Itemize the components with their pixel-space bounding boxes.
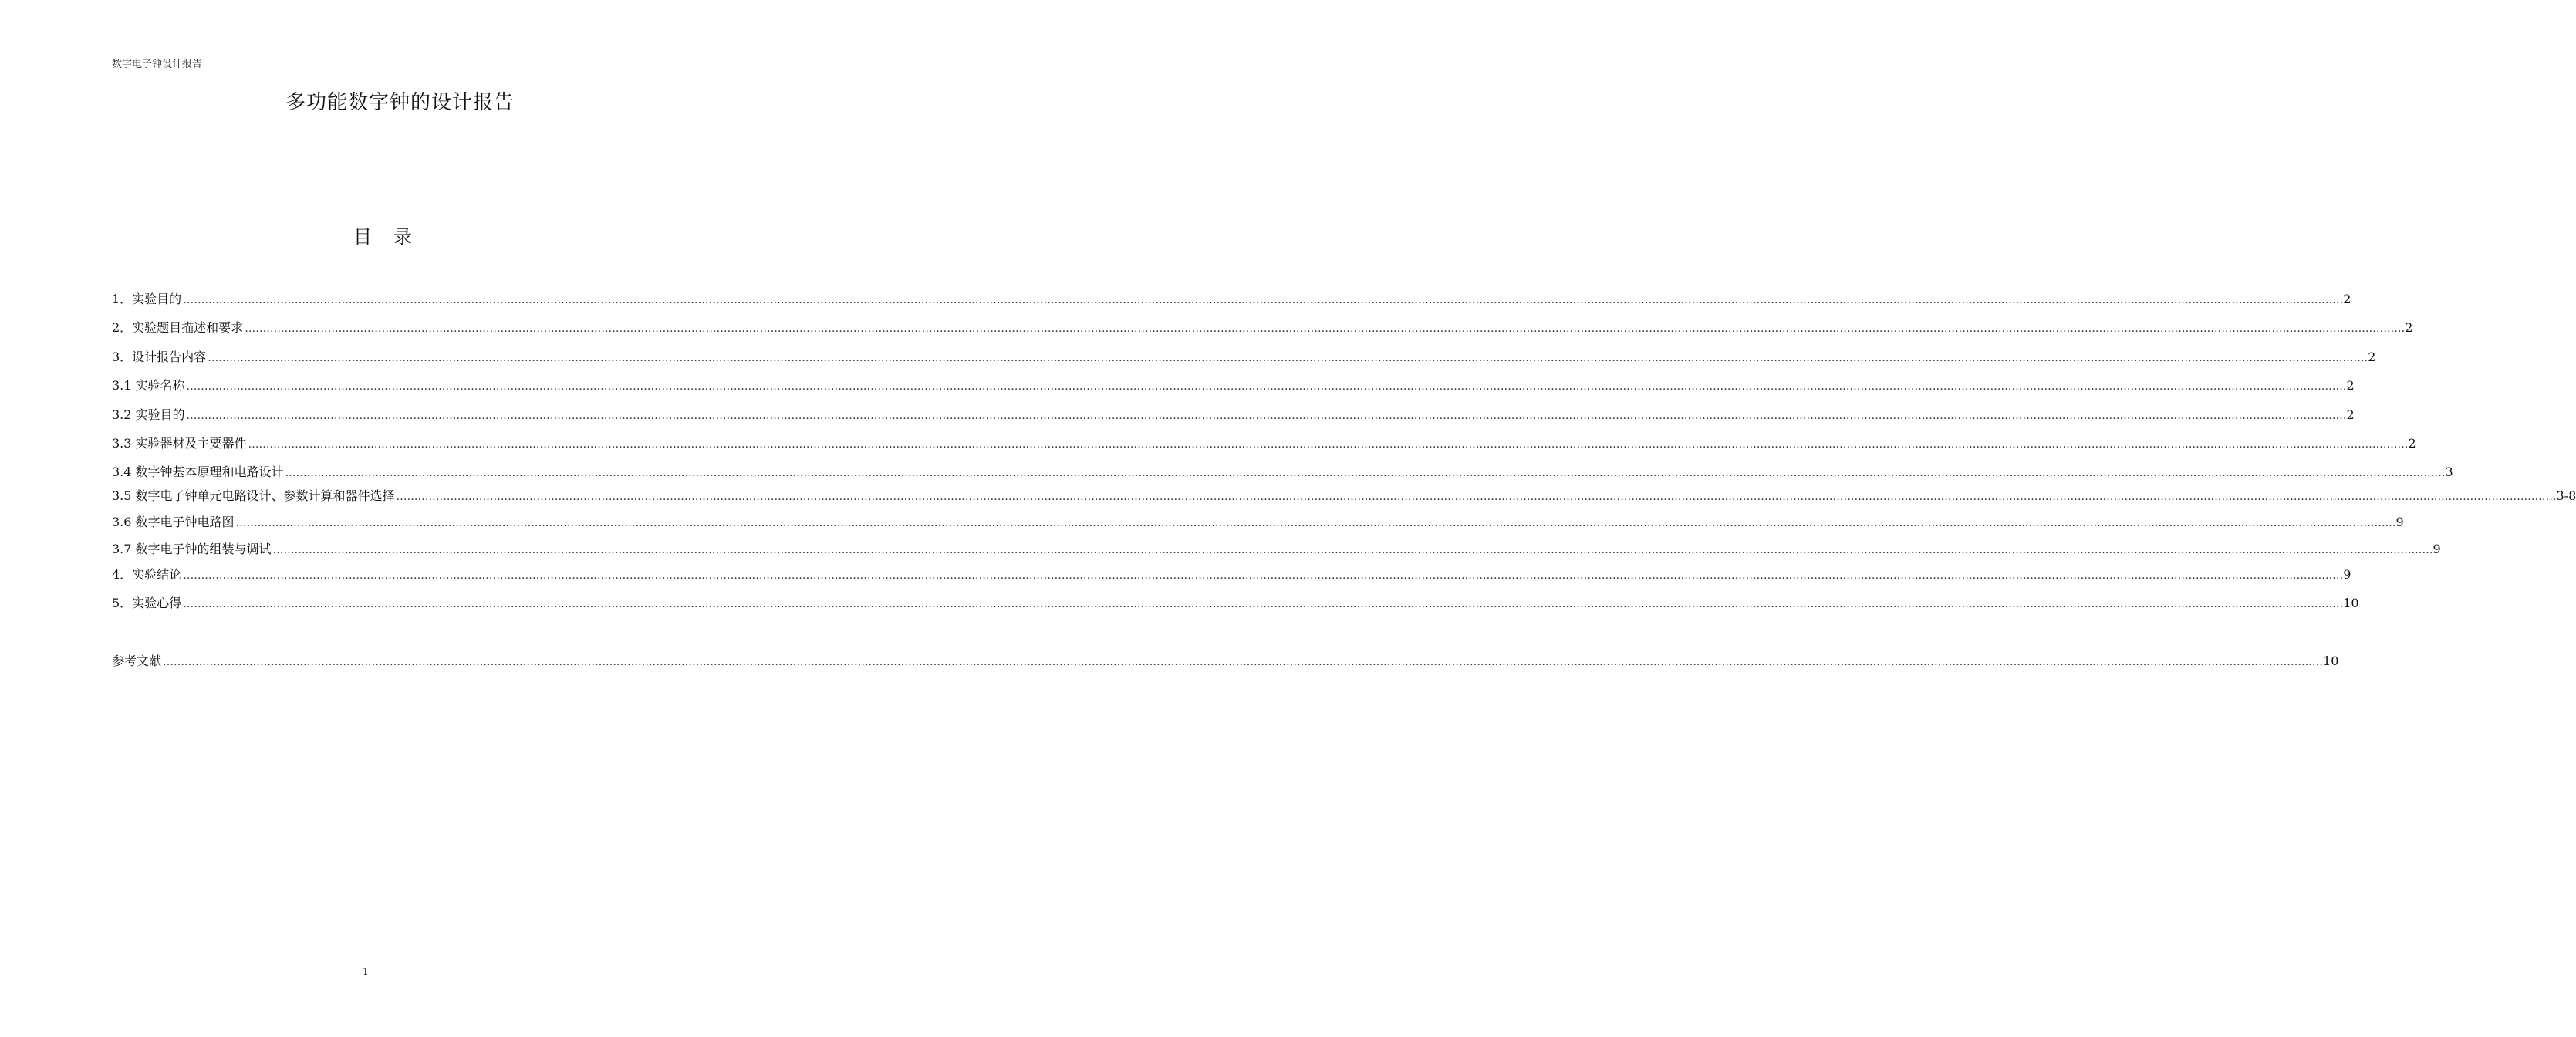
toc-entry[interactable] — [112, 512, 2404, 531]
running-header: 数字电子钟设计报告 — [112, 59, 203, 70]
toc-entry[interactable] — [112, 318, 2413, 336]
toc-entry-label: 参考文献 — [112, 654, 162, 668]
toc-entry-label: 2．实验题目描述和要求 — [112, 320, 244, 335]
toc-entry-label: 3.7 数字电子钟的组装与调试 — [112, 542, 272, 556]
toc-entry[interactable] — [112, 462, 2453, 481]
toc-entry-label: 1．实验目的 — [112, 292, 182, 306]
toc-entry-references[interactable] — [112, 651, 2339, 670]
toc-entry-label: 5．实验心得 — [112, 596, 182, 610]
toc-entry-page: 9 — [2433, 542, 2441, 556]
toc-entry[interactable] — [112, 565, 2351, 583]
toc-entry[interactable] — [112, 434, 2416, 452]
toc-leader: …………………………………………………………………………………………………………………………………………………………………………………………………………………………………………………………………………………………………………………………………………………………………………………………………………………………………………………………………………………………………………………………………………………… — [245, 323, 2406, 335]
toc-entry-label: 3.5 数字电子钟单元电路设计、参数计算和器件选择 — [112, 488, 395, 503]
toc-leader: …………………………………………………………………………………………………………………………………………………………………………………………………………………………………………………………………………………………………………………………………………………………………………………………………………………………………………………………………………………………………………………………………………………… — [183, 294, 2344, 306]
toc-entry-page: 2 — [2368, 350, 2376, 364]
toc-leader: …………………………………………………………………………………………………………………………………………………………………………………………………………………………………………………………………………………………………………………………………………………………………………………………………………………………………………………………………………………………………………………………………………………… — [163, 656, 2324, 668]
toc-entry-label: 3.4 数字钟基本原理和电路设计 — [112, 464, 284, 479]
toc-leader: …………………………………………………………………………………………………………………………………………………………………………………………………………………………………………………………………………………………………………………………………………………………………………………………………………………………………………………………………………………………………………………………………………………… — [285, 467, 2446, 479]
toc-leader: …………………………………………………………………………………………………………………………………………………………………………………………………………………………………………………………………………………………………………………………………………………………………………………………………………………………………………………………………………………………………………………………………………………… — [186, 380, 2347, 393]
toc-entry-label: 3.1 实验名称 — [112, 378, 185, 393]
toc-leader: …………………………………………………………………………………………………………………………………………………………………………………………………………………………………………………………………………………………………………………………………………………………………………………………………………………………………………………………………………………………………………………………………………………… — [183, 598, 2344, 610]
toc-entry-page: 2 — [2408, 436, 2416, 451]
toc-entry-page: 2 — [2346, 378, 2355, 393]
toc-entry-label: 3.6 数字电子钟电路图 — [112, 515, 235, 529]
toc-leader: …………………………………………………………………………………………………………………………………………………………………………………………………………………………………………………………………………………………………………………………………………………………………………………………………………………………………………………………………………………………………………………………………………………… — [396, 491, 2557, 503]
toc-leader: …………………………………………………………………………………………………………………………………………………………………………………………………………………………………………………………………………………………………………………………………………………………………………………………………………………………………………………………………………………………………………………………………………………… — [248, 438, 2409, 451]
toc-entry-page: 2 — [2405, 320, 2413, 335]
toc-entry[interactable] — [112, 486, 2576, 505]
toc-entry-label: 4．实验结论 — [112, 567, 182, 582]
toc-leader: …………………………………………………………………………………………………………………………………………………………………………………………………………………………………………………………………………………………………………………………………………………………………………………………………………………………………………………………………………………………………………………………………………………… — [183, 569, 2344, 582]
toc-leader: …………………………………………………………………………………………………………………………………………………………………………………………………………………………………………………………………………………………………………………………………………………………………………………………………………………………………………………………………………………………………………………………………………………… — [272, 544, 2433, 556]
document-title: 多功能数字钟的设计报告 — [285, 91, 515, 114]
toc-entry-page: 3 — [2445, 464, 2453, 479]
toc-heading-right: 录 — [393, 226, 412, 248]
toc-entry-page: 3-8 — [2556, 488, 2576, 503]
toc-entry-label: 3.2 实验目的 — [112, 407, 185, 422]
toc-entry[interactable] — [112, 347, 2376, 366]
toc-entry-label: 3.3 实验器材及主要器件 — [112, 436, 247, 451]
toc-entry-page: 10 — [2343, 596, 2359, 610]
toc-entry[interactable] — [112, 376, 2355, 394]
toc-entry-page: 2 — [2343, 292, 2351, 306]
toc-leader: …………………………………………………………………………………………………………………………………………………………………………………………………………………………………………………………………………………………………………………………………………………………………………………………………………………………………………………………………………………………………………………………………………………… — [235, 517, 2396, 529]
toc-entry-page: 9 — [2343, 567, 2351, 582]
toc-leader: …………………………………………………………………………………………………………………………………………………………………………………………………………………………………………………………………………………………………………………………………………………………………………………………………………………………………………………………………………………………………………………………………………………… — [208, 352, 2368, 364]
toc-entry[interactable] — [112, 289, 2351, 308]
toc-entry[interactable] — [112, 539, 2441, 558]
toc-entry-label: 3．设计报告内容 — [112, 350, 207, 364]
toc-entry-page: 2 — [2346, 407, 2355, 422]
toc-entry[interactable] — [112, 593, 2359, 612]
page-number: 1 — [363, 966, 369, 977]
toc-entry[interactable] — [112, 405, 2355, 424]
toc-entry-page: 10 — [2323, 654, 2339, 668]
toc-entry-page: 9 — [2395, 515, 2404, 529]
toc-leader: …………………………………………………………………………………………………………………………………………………………………………………………………………………………………………………………………………………………………………………………………………………………………………………………………………………………………………………………………………………………………………………………………………………… — [186, 410, 2347, 422]
toc-heading-left: 目 — [353, 226, 372, 248]
toc-heading — [353, 221, 412, 248]
